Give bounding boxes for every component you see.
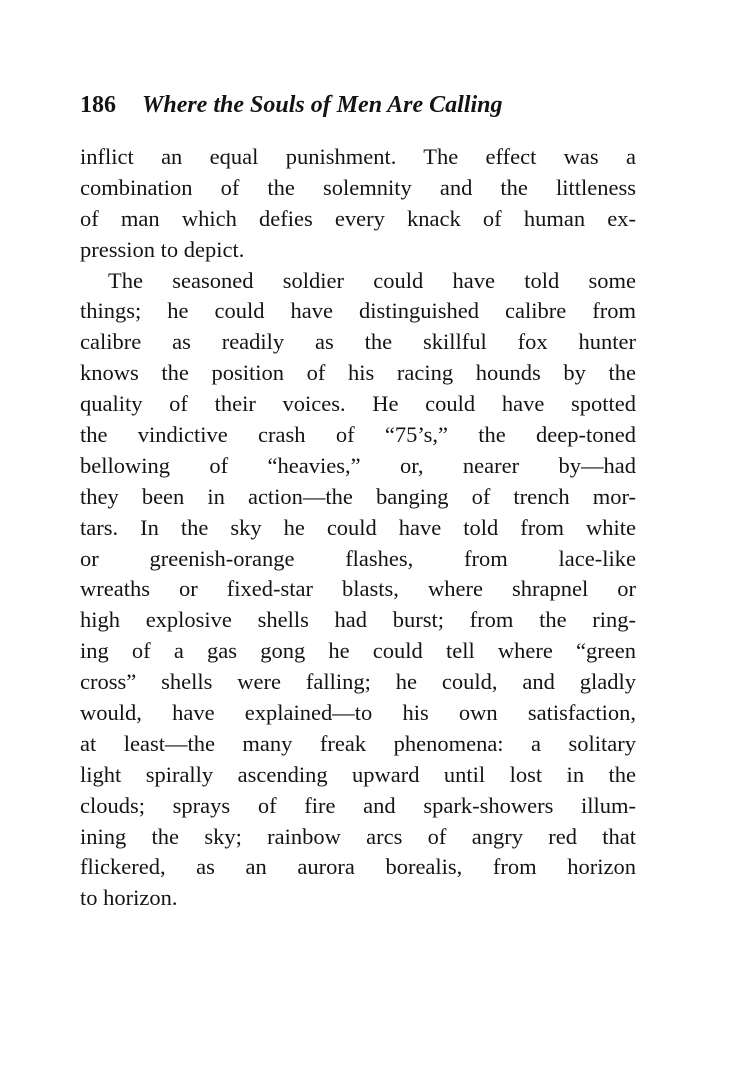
text-line: inflict an equal punishment. The effect was a: [80, 144, 636, 169]
text-line: combination of the solemnity and the littleness: [80, 174, 636, 200]
text-line: they been in action—the banging of trench mor-: [80, 483, 636, 509]
text-line: The seasoned soldier could have told some: [108, 267, 636, 293]
text-line: cross” shells were falling; he could, and gladly: [80, 669, 636, 695]
text-line: ining the sky; rainbow arcs of angry red that: [80, 823, 636, 849]
text-line: light spirally ascending upward until lost in the: [80, 761, 636, 787]
page-number: 186: [80, 92, 116, 118]
text-line: the vindictive crash of “75’s,” the deep-toned: [80, 422, 636, 448]
text-line: quality of their voices. He could have spotted: [80, 391, 636, 417]
book-title: Where the Souls of Men Are Calling: [142, 92, 503, 118]
text-line: clouds; sprays of fire and spark-showers illum-: [80, 792, 636, 818]
text-line: would, have explained—to his own satisfaction,: [80, 700, 636, 726]
text-line: calibre as readily as the skillful fox hunter: [80, 329, 636, 355]
body-text: [80, 142, 636, 914]
text-line: high explosive shells had burst; from the ring-: [80, 607, 636, 633]
running-head: [80, 92, 636, 132]
text-line: bellowing of “heavies,” or, nearer by—had: [80, 452, 636, 478]
text-line: flickered, as an aurora borealis, from horizon: [80, 854, 636, 880]
text-line: ing of a gas gong he could tell where “green: [80, 638, 636, 664]
text-line: of man which defies every knack of human ex-: [80, 205, 636, 231]
text-line: pression to depict.: [80, 236, 245, 262]
text-line: tars. In the sky he could have told from white: [80, 514, 636, 540]
text-line: knows the position of his racing hounds by the: [80, 360, 636, 386]
text-line: wreaths or fixed-star blasts, where shrapnel or: [80, 576, 636, 602]
text-line: or greenish-orange flashes, from lace-like: [80, 545, 636, 571]
text-line: at least—the many freak phenomena: a solitary: [80, 730, 636, 756]
book-page: [80, 92, 636, 914]
text-line: things; he could have distinguished calibre from: [80, 298, 636, 324]
text-line: to horizon.: [80, 885, 178, 911]
